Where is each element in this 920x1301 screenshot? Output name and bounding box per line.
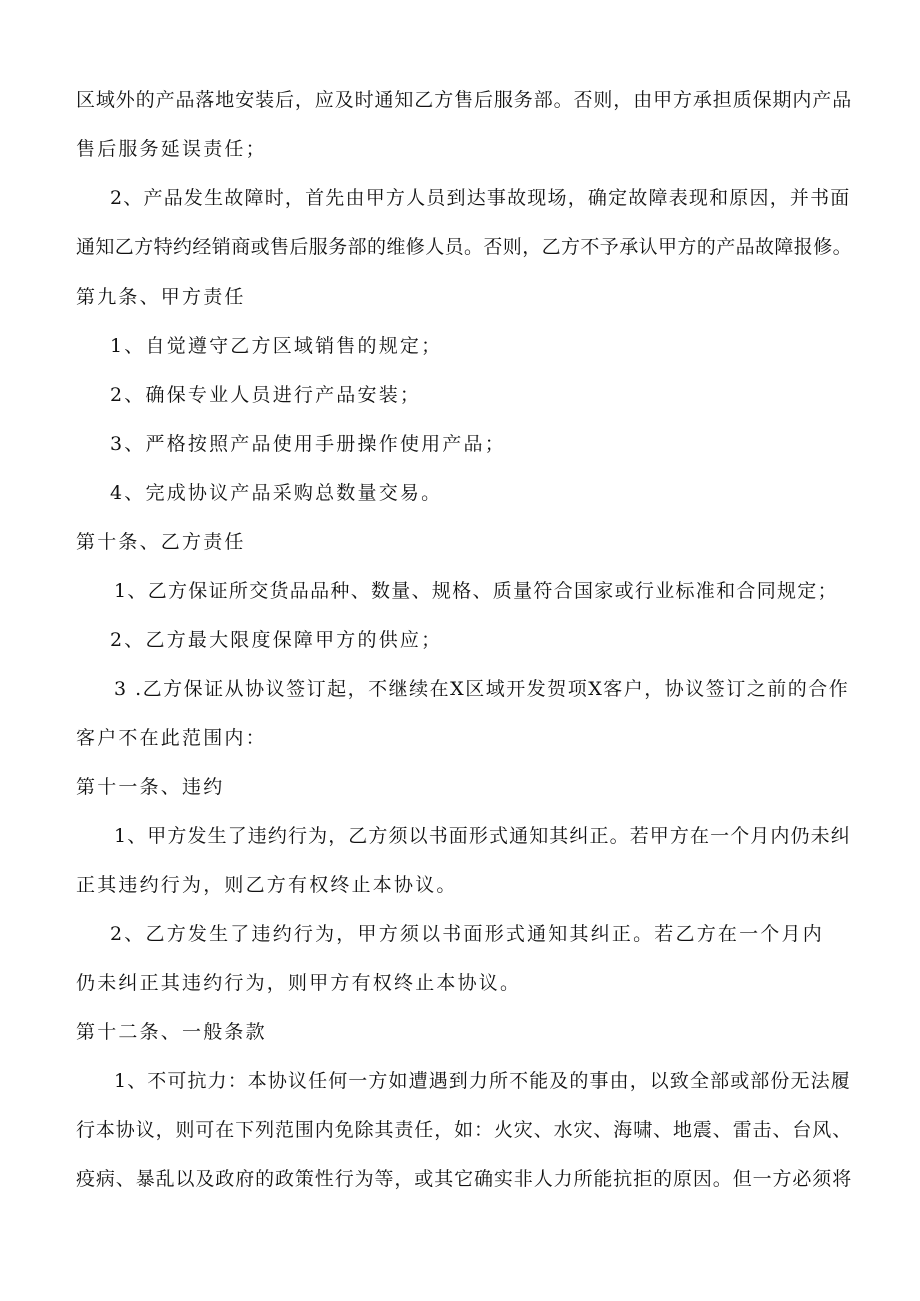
list-item: 2、确保专业人员进行产品安装； (110, 384, 422, 406)
text-line: 疫病、暴乱以及政府的政策性行为等，或其它确实非人力所能抗拒的原因。但一方必须将 (76, 1168, 853, 1190)
text-line: 客户不在此范围内： (76, 727, 267, 749)
list-item: 1、不可抗力：本协议任何一方如遭遇到力所不能及的事由，以致全部或部份无法履 (114, 1070, 851, 1092)
list-item: 1、甲方发生了违约行为，乙方须以书面形式通知其纠正。若甲方在一个月内仍未纠 (114, 825, 851, 847)
list-item: 4、完成协议产品采购总数量交易。 (110, 482, 443, 504)
text-line: 行本协议，则可在下列范围内免除其责任，如：火灾、水灾、海啸、地震、雷击、台风、 (76, 1119, 853, 1141)
text-line: 仍未纠正其违约行为，则甲方有权终止本协议。 (76, 972, 522, 994)
section-heading: 第十条、乙方责任 (76, 531, 246, 553)
list-item: 3、严格按照产品使用手册操作使用产品； (110, 433, 506, 455)
section-heading: 第十二条、一般条款 (76, 1021, 267, 1043)
list-item: 2、乙方最大限度保障甲方的供应； (110, 629, 443, 651)
section-heading: 第十一条、违约 (76, 776, 225, 798)
list-item: 1、乙方保证所交货品品种、数量、规格、质量符合国家或行业标准和合同规定； (114, 580, 838, 602)
text-line: 售后服务延误责任； (76, 138, 267, 160)
text-line: 2、产品发生故障时，首先由甲方人员到达事故现场，确定故障表现和原因，并书面 (110, 187, 851, 209)
list-item: 2、乙方发生了违约行为，甲方须以书面形式通知其纠正。若乙方在一个月内 (110, 923, 824, 945)
text-line: 通知乙方特约经销商或售后服务部的维修人员。否则，乙方不予承认甲方的产品故障报修。 (76, 236, 853, 258)
section-heading: 第九条、甲方责任 (76, 286, 246, 308)
list-item: 3 .乙方保证从协议签订起，不继续在X区域开发贺项X客户，协议签订之前的合作 (114, 678, 850, 700)
list-item: 1、自觉遵守乙方区域销售的规定； (110, 335, 443, 357)
text-line: 区域外的产品落地安装后，应及时通知乙方售后服务部。否则，由甲方承担质保期内产品 (76, 89, 853, 111)
text-line: 正其违约行为，则乙方有权终止本协议。 (76, 874, 458, 896)
